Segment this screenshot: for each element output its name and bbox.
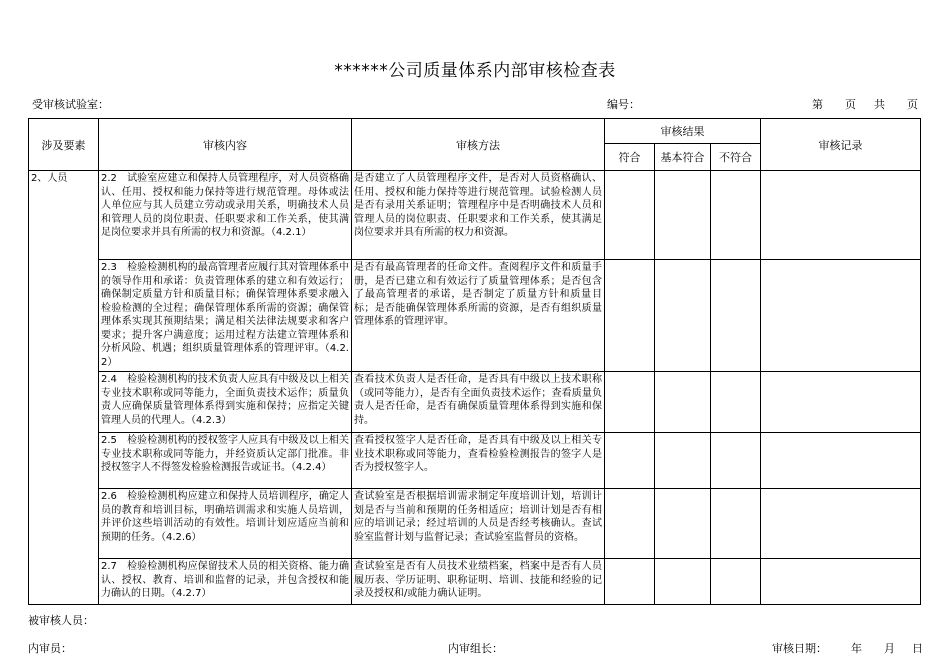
audit-date-label: 审核日期： — [772, 642, 827, 655]
basic-conform-cell[interactable] — [655, 372, 711, 433]
method-cell: 查看授权签字人是否任命，是否具有中级及以上相关专业技术职称或同等能力，查看检验检测报告的签字人是否为授权签字人。 — [352, 433, 605, 489]
header-content: 审核内容 — [99, 119, 352, 171]
table-row — [29, 372, 921, 433]
table-row — [29, 260, 921, 372]
table-row — [29, 489, 921, 559]
record-cell[interactable] — [761, 260, 921, 372]
conform-cell[interactable] — [605, 433, 655, 489]
record-cell[interactable] — [761, 171, 921, 260]
nonconform-cell[interactable] — [711, 372, 761, 433]
date-month: 月 — [884, 642, 895, 655]
page-title: ******公司质量体系内部审核检查表 — [334, 61, 616, 81]
nonconform-cell[interactable] — [711, 260, 761, 372]
nonconform-cell[interactable] — [711, 433, 761, 489]
header-basic-conform: 基本符合 — [655, 144, 711, 171]
auditor-label: 内审员： — [28, 642, 72, 655]
content-cell: 2.7 检验检测机构应保留技术人员的相关资格、能力确认、授权、教育、培训和监督的记录，并包含授权和能力确认的日期。（4.2.7） — [99, 559, 352, 605]
page-mid: 页 — [845, 98, 856, 111]
record-cell[interactable] — [761, 372, 921, 433]
content-cell: 2.3 检验检测机构的最高管理者应履行其对管理体系中的领导作用和承诺：负责管理体系的建立和有效运行；确保制定质量方针和质量目标；确保管理体系要求融入检验检测的全过程；确保管理体系所需的资源；确保管理体系实现其预期结果；满足相关法律法规要求和客户要求；提升客户满意度；运用过程方法建立管理体系和分析风险、机遇；组织质量管理体系的管理评审。（4.2.2） — [99, 260, 352, 372]
basic-conform-cell[interactable] — [655, 260, 711, 372]
content-cell: 2.5 检验检测机构的授权签字人应具有中级及以上相关专业技术职称或同等能力，并经资质认定部门批准。非授权签字人不得签发检验检测报告或证书。（4.2.4） — [99, 433, 352, 489]
header-record: 审核记录 — [761, 119, 921, 171]
header-conform: 符合 — [605, 144, 655, 171]
nonconform-cell[interactable] — [711, 171, 761, 260]
leader-label: 内审组长： — [448, 642, 503, 655]
page-prefix: 第 — [812, 98, 823, 111]
nonconform-cell[interactable] — [711, 489, 761, 559]
table-row — [29, 171, 921, 260]
method-cell: 是否建立了人员管理程序文件，是否对人员资格确认、任用、授权和能力保持等进行规范管理。试验检测人员是否有录用关系证明；管理程序中是否明确技术人员和管理人员的岗位职责、任职要求和工作关系，使其满足岗位要求并具有所需的权力和资源。 — [352, 171, 605, 260]
method-cell: 查看技术负责人是否任命，是否具有中级以上技术职称（或同等能力），是否有全面负责技术运作；查看质量负责人是否任命，是否有确保质量管理体系得到实施和保持。 — [352, 372, 605, 433]
table-row — [29, 433, 921, 489]
audit-checklist-table — [28, 118, 921, 605]
basic-conform-cell[interactable] — [655, 489, 711, 559]
basic-conform-cell[interactable] — [655, 559, 711, 605]
basic-conform-cell[interactable] — [655, 171, 711, 260]
content-cell: 2.2 试验室应建立和保持人员管理程序，对人员资格确认、任用、授权和能力保持等进行规范管理。母体或法人单位应与其人员建立劳动或录用关系，明确技术人员和管理人员的岗位职责、任职要求和工作关系，使其满足岗位要求并具有所需的权力和资源。（4.2.1） — [99, 171, 352, 260]
date-year: 年 — [851, 642, 862, 655]
record-cell[interactable] — [761, 559, 921, 605]
header-method: 审核方法 — [352, 119, 605, 171]
number-label: 编号： — [607, 98, 640, 111]
conform-cell[interactable] — [605, 260, 655, 372]
date-day: 日 — [912, 642, 923, 655]
element-cell: 2、人员 — [29, 171, 99, 605]
table-row — [29, 559, 921, 605]
lab-label: 受审核试验室： — [32, 98, 109, 111]
nonconform-cell[interactable] — [711, 559, 761, 605]
method-cell: 查试验室是否有人员技术业绩档案，档案中是否有人员履历表、学历证明、职称证明、培训、技能和经验的记录及授权和/或能力确认证明。 — [352, 559, 605, 605]
header-result: 审核结果 — [605, 119, 761, 144]
page-suffix: 页 — [907, 98, 918, 111]
conform-cell[interactable] — [605, 171, 655, 260]
record-cell[interactable] — [761, 433, 921, 489]
conform-cell[interactable] — [605, 559, 655, 605]
basic-conform-cell[interactable] — [655, 433, 711, 489]
page-total: 共 — [874, 98, 885, 111]
content-cell: 2.6 检验检测机构应建立和保持人员培训程序，确定人员的教育和培训目标，明确培训需求和实施人员培训，并评价这些培训活动的有效性。培训计划应适应当前和预期的任务。（4.2.6） — [99, 489, 352, 559]
header-element: 涉及要素 — [29, 119, 99, 171]
auditee-label: 被审核人员： — [28, 614, 94, 627]
method-cell: 是否有最高管理者的任命文件。查阅程序文件和质量手册，是否已建立和有效运行了质量管理体系；是否包含了最高管理者的承诺，是否制定了质量方针和质量目标；是否能确保管理体系所需的资源，是否有组织质量管理体系的管理评审。 — [352, 260, 605, 372]
conform-cell[interactable] — [605, 372, 655, 433]
header-nonconform: 不符合 — [711, 144, 761, 171]
record-cell[interactable] — [761, 489, 921, 559]
method-cell: 查试验室是否根据培训需求制定年度培训计划，培训计划是否与当前和预期的任务相适应；培训计划是否有相应的培训记录；经过培训的人员是否经考核确认。查试验室监督计划与监督记录；查试验室监督员的资格。 — [352, 489, 605, 559]
conform-cell[interactable] — [605, 489, 655, 559]
content-cell: 2.4 检验检测机构的技术负责人应具有中级及以上相关专业技术职称或同等能力，全面负责技术运作；质量负责人应确保质量管理体系得到实施和保持；应指定关键管理人员的代理人。（4.2.3） — [99, 372, 352, 433]
